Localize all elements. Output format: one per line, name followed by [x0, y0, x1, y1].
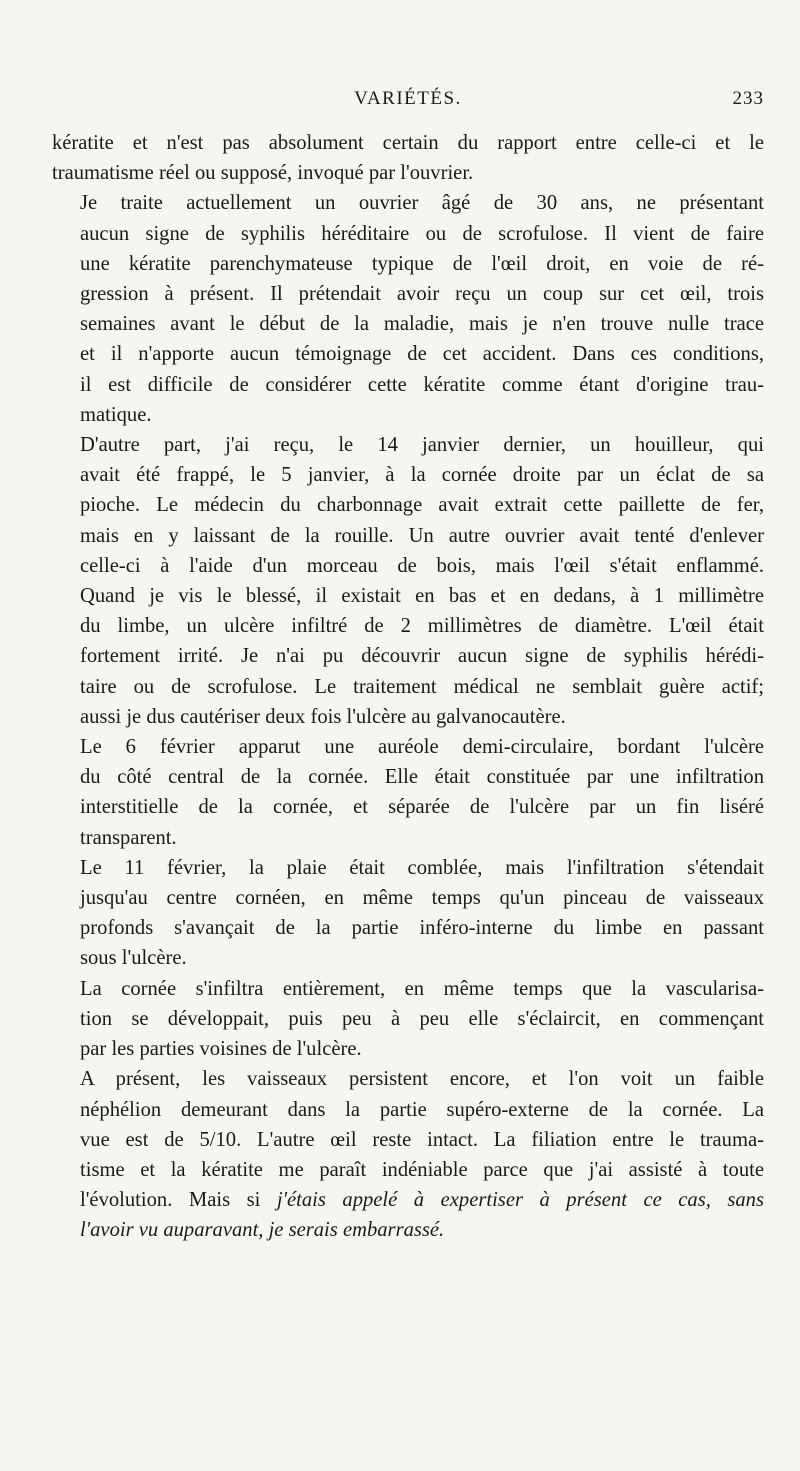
- paragraph: [52, 430, 764, 732]
- text-line: taire ou de scrofulose. Le traitement médical ne semblait guère actif;: [80, 675, 764, 698]
- text-line: du limbe, un ulcère infiltré de 2 millimètres de diamètre. L'œil était: [80, 615, 764, 638]
- text-line: La cornée s'infiltra entièrement, en même temps que la vascularisa-: [80, 977, 764, 1000]
- text-line: Quand je vis le blessé, il existait en bas et en dedans, à 1 millimètre: [80, 585, 764, 608]
- text-line: il est difficile de considérer cette kératite comme étant d'origine trau-: [80, 373, 764, 396]
- text-line: néphélion demeurant dans la partie supéro-externe de la cornée. La: [80, 1098, 764, 1121]
- text-line: celle-ci à l'aide d'un morceau de bois, mais l'œil s'était enflammé.: [80, 554, 764, 577]
- text-line: matique.: [80, 403, 152, 426]
- text-line: sous l'ulcère.: [80, 947, 187, 970]
- text-line: et il n'apporte aucun témoignage de cet accident. Dans ces conditions,: [80, 343, 764, 366]
- text-line: [52, 1215, 764, 1245]
- text-line: une kératite parenchymateuse typique de l'œil droit, en voie de ré-: [80, 252, 764, 275]
- text-line: Je traite actuellement un ouvrier âgé de 30 ans, ne présentant: [80, 192, 764, 215]
- text-line: du côté central de la cornée. Elle était constituée par une infiltration: [80, 766, 764, 789]
- paragraph: [52, 732, 764, 853]
- text-line: aussi je dus cautériser deux fois l'ulcère au galvanocautère.: [80, 705, 566, 728]
- text-line: A présent, les vaisseaux persistent encore, et l'on voit un faible: [80, 1068, 764, 1091]
- paragraph: [52, 128, 764, 188]
- text-line: kératite et n'est pas absolument certain du rapport entre celle-ci et le: [52, 132, 764, 154]
- text-line: aucun signe de syphilis héréditaire ou de scrofulose. Il vient de faire: [80, 222, 764, 245]
- text-line: profonds s'avançait de la partie inféro-interne du limbe en passant: [80, 917, 764, 940]
- running-title: VARIÉTÉS.: [354, 88, 462, 109]
- text-line: traumatisme réel ou supposé, invoqué par l'ouvrier.: [52, 162, 474, 185]
- text-line: jusqu'au centre cornéen, en même temps qu'un pinceau de vaisseaux: [80, 887, 764, 910]
- text-line: gression à présent. Il prétendait avoir reçu un coup sur cet œil, trois: [80, 283, 764, 306]
- text-line: vue est de 5/10. L'autre œil reste intact. La filiation entre le trauma-: [80, 1128, 764, 1151]
- text-line: l'évolution. Mais si j'étais appelé à expertiser à présent ce cas, sans: [80, 1189, 764, 1212]
- text-line: Le 11 février, la plaie était comblée, mais l'infiltration s'étendait: [80, 856, 764, 879]
- text-line: Le 6 février apparut une auréole demi-circulaire, bordant l'ulcère: [80, 736, 764, 759]
- page-number: 233: [732, 88, 764, 109]
- body-text: [52, 128, 764, 1246]
- text-line: interstitielle de la cornée, et séparée de l'ulcère par un fin liséré: [80, 796, 764, 819]
- text-line: semaines avant le début de la maladie, mais je n'en trouve nulle trace: [80, 313, 764, 336]
- paragraph: [52, 188, 764, 430]
- text-line: tisme et la kératite me paraît indéniable parce que j'ai assisté à toute: [80, 1158, 764, 1181]
- italic-phrase: l'avoir vu auparavant, je serais embarrassé.: [80, 1219, 445, 1242]
- italic-phrase: j'étais appelé à expertiser à présent ce cas, sans: [276, 1189, 764, 1212]
- text-line: mais en y laissant de la rouille. Un autre ouvrier avait tenté d'enlever: [80, 524, 764, 547]
- page-header: [52, 88, 764, 118]
- text-line: fortement irrité. Je n'ai pu découvrir aucun signe de syphilis hérédi-: [80, 645, 764, 668]
- text-line: tion se développait, puis peu à peu elle s'éclaircit, en commençant: [80, 1007, 764, 1030]
- paragraph: [52, 853, 764, 974]
- text-line: transparent.: [80, 826, 177, 849]
- paragraph: [52, 1064, 764, 1245]
- text-line: avait été frappé, le 5 janvier, à la cornée droite par un éclat de sa: [80, 464, 764, 487]
- text-line: par les parties voisines de l'ulcère.: [80, 1038, 362, 1061]
- text-line: D'autre part, j'ai reçu, le 14 janvier dernier, un houilleur, qui: [80, 434, 764, 457]
- text-line: pioche. Le médecin du charbonnage avait extrait cette paillette de fer,: [80, 494, 764, 517]
- paragraph: [52, 974, 764, 1065]
